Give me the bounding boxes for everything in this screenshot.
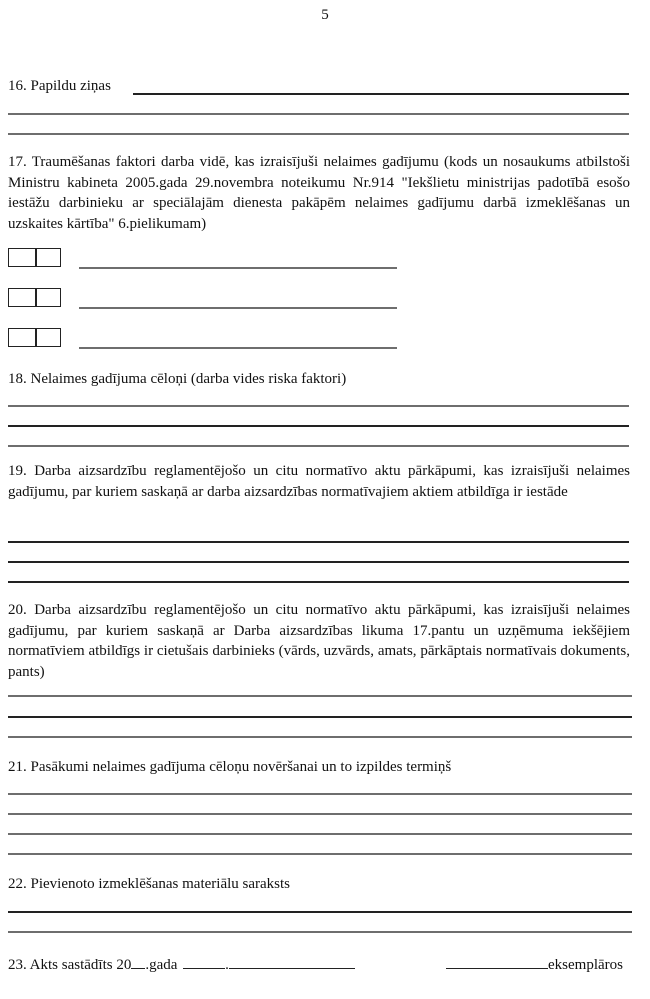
section-16-field-2[interactable] (8, 113, 629, 115)
section-22-text: 22. Pievienoto izmeklēšanas materiālu saraksts (8, 876, 291, 892)
month-field[interactable] (229, 954, 355, 969)
section-20-text: 20. Darba aizsardzību reglamentējošo un citu normatīvo aktu pārkāpumi, kas izraisījuši nelaimes gadījumu, par kuriem saskaņā ar Darba aizsardzības likuma 17.pantu un uzņēmuma iekšējiem normatīviem atbildīgs ir cietušais darbinieks (vārds, uzvārds, amats, pārkāptais normatīvais dokuments, pants) (8, 602, 630, 680)
section-23-row (8, 954, 355, 975)
section-17-code-box-1[interactable] (8, 248, 61, 267)
section-16-label: 16. Papildu ziņas (8, 78, 111, 94)
section-23-dot: . (225, 957, 229, 973)
section-23-prefix: 23. Akts sastādīts 20 (8, 957, 132, 973)
section-19-text: 19. Darba aizsardzību reglamentējošo un citu normatīvo aktu pārkāpumi, kas izraisījuši nelaimes gadījumu, par kuriem saskaņā ar darba aizsardzības normatīvajiem aktiem atbildīga ir iestāde (8, 463, 630, 500)
section-20-field-1[interactable] (8, 695, 632, 697)
section-23-suffix: eksemplāros (548, 957, 623, 973)
section-17-code-box-2[interactable] (8, 288, 61, 307)
section-19-field-2[interactable] (8, 561, 629, 563)
section-23-gada: .gada (145, 957, 178, 973)
section-17-name-field-2[interactable] (79, 307, 397, 309)
section-22-field-2[interactable] (8, 931, 632, 933)
section-17-name-field-1[interactable] (79, 267, 397, 269)
section-20-field-2[interactable] (8, 716, 632, 718)
section-16-field-1[interactable] (133, 93, 629, 95)
year-field[interactable] (131, 954, 145, 969)
section-21-field-4[interactable] (8, 853, 632, 855)
section-18-text: 18. Nelaimes gadījuma cēloņi (darba vides riska faktori) (8, 371, 347, 387)
section-19-field-3[interactable] (8, 581, 629, 583)
section-18-field-1[interactable] (8, 405, 629, 407)
section-21-field-3[interactable] (8, 833, 632, 835)
section-18-field-3[interactable] (8, 445, 629, 447)
section-23-copies (446, 954, 623, 975)
page-number: 5 (321, 7, 329, 23)
section-18-field-2[interactable] (8, 425, 629, 427)
section-17-name-field-3[interactable] (79, 347, 397, 349)
section-21-text: 21. Pasākumi nelaimes gadījuma cēloņu novēršanai un to izpildes termiņš (8, 759, 452, 775)
day-field[interactable] (183, 954, 225, 969)
section-21-field-2[interactable] (8, 813, 632, 815)
section-22-field-1[interactable] (8, 911, 632, 913)
section-17-text: 17. Traumēšanas faktori darba vidē, kas izraisījuši nelaimes gadījumu (kods un nosaukums atbilstoši Ministru kabineta 2005.gada 29.novembra noteikumu Nr.914 "Iekšlietu ministrijas padotībā esošo iestāžu darbinieku ar speciālajām dienesta pakāpēm nelaimes gadījumu darbā izmeklēšanas un uzskaites kārtība" 6.pielikumam) (8, 154, 630, 232)
section-21-field-1[interactable] (8, 793, 632, 795)
section-17-code-box-3[interactable] (8, 328, 61, 347)
copies-count-field[interactable] (446, 954, 548, 969)
section-16-field-3[interactable] (8, 133, 629, 135)
section-20-field-3[interactable] (8, 736, 632, 738)
section-19-field-1[interactable] (8, 541, 629, 543)
